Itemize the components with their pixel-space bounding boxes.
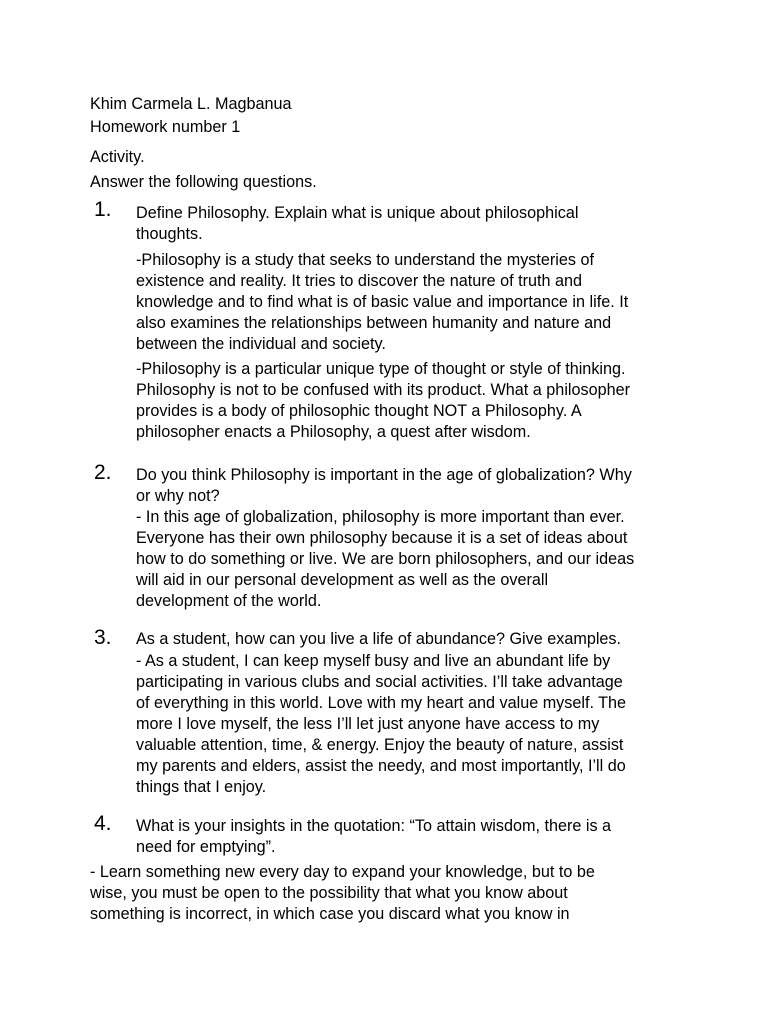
answer-line: something is incorrect, in which case you discard what you know in: [90, 905, 570, 923]
question-line: Define Philosophy. Explain what is unique about philosophical: [136, 204, 579, 222]
answer-line: existence and reality. It tries to discover the nature of truth and: [136, 272, 582, 290]
answer-3: [136, 651, 696, 798]
answer-line: - Learn something new every day to expand your knowledge, but to be: [90, 863, 595, 881]
question-line: need for emptying”.: [136, 838, 276, 856]
question-number-2: 2.: [94, 461, 112, 484]
question-4-text: [136, 816, 696, 858]
answer-line: between the individual and society.: [136, 335, 386, 353]
answer-line: Philosophy is not to be confused with its product. What a philosopher: [136, 381, 631, 399]
answer-line: valuable attention, time, & energy. Enjoy the beauty of nature, assist: [136, 736, 624, 754]
answer-line: philosopher enacts a Philosophy, a quest after wisdom.: [136, 423, 531, 441]
question-2-text: [136, 465, 696, 507]
answer-line: - In this age of globalization, philosophy is more important than ever.: [136, 508, 625, 526]
question-3-text: [136, 629, 696, 650]
question-1-text: [136, 203, 696, 245]
answer-line: wise, you must be open to the possibility that what you know about: [90, 884, 568, 902]
question-line: thoughts.: [136, 225, 203, 243]
question-line: What is your insights in the quotation: “To attain wisdom, there is a: [136, 817, 612, 835]
question-line: As a student, how can you live a life of abundance? Give examples.: [136, 630, 622, 648]
question-line: Do you think Philosophy is important in the age of globalization? Why: [136, 466, 632, 484]
answer-line: development of the world.: [136, 592, 322, 610]
answer-line: how to do something or live. We are born philosophers, and our ideas: [136, 550, 635, 568]
answer-2: [136, 507, 696, 612]
activity-label: Activity.: [90, 148, 145, 166]
question-number-1: 1.: [94, 198, 112, 221]
answer-line: participating in various clubs and social activities. I’ll take advantage: [136, 673, 623, 691]
answer-line: things that I enjoy.: [136, 778, 267, 796]
question-number-4: 4.: [94, 812, 112, 835]
answer-line: my parents and elders, assist the needy, and most importantly, I’ll do: [136, 757, 626, 775]
homework-title: Homework number 1: [90, 118, 241, 136]
question-line: or why not?: [136, 487, 220, 505]
answer-line: knowledge and to find what is of basic value and importance in life. It: [136, 293, 629, 311]
answer-line: provides is a body of philosophic thought NOT a Philosophy. A: [136, 402, 582, 420]
answer-line: Everyone has their own philosophy because it is a set of ideas about: [136, 529, 628, 547]
answer-line: - As a student, I can keep myself busy and live an abundant life by: [136, 652, 611, 670]
answer-line: -Philosophy is a study that seeks to understand the mysteries of: [136, 251, 594, 269]
author-name: Khim Carmela L. Magbanua: [90, 95, 292, 113]
answer-line: -Philosophy is a particular unique type of thought or style of thinking.: [136, 360, 626, 378]
answer-4: [90, 862, 710, 925]
answer-line: will aid in our personal development as well as the overall: [136, 571, 549, 589]
answer-1-paragraph-2: [136, 359, 696, 443]
answer-1-paragraph-1: [136, 250, 696, 355]
answer-line: more I love myself, the less I’ll let just anyone have access to my: [136, 715, 600, 733]
instruction-text: Answer the following questions.: [90, 173, 317, 191]
answer-line: also examines the relationships between humanity and nature and: [136, 314, 612, 332]
answer-line: of everything in this world. Love with my heart and value myself. The: [136, 694, 627, 712]
question-number-3: 3.: [94, 626, 112, 649]
